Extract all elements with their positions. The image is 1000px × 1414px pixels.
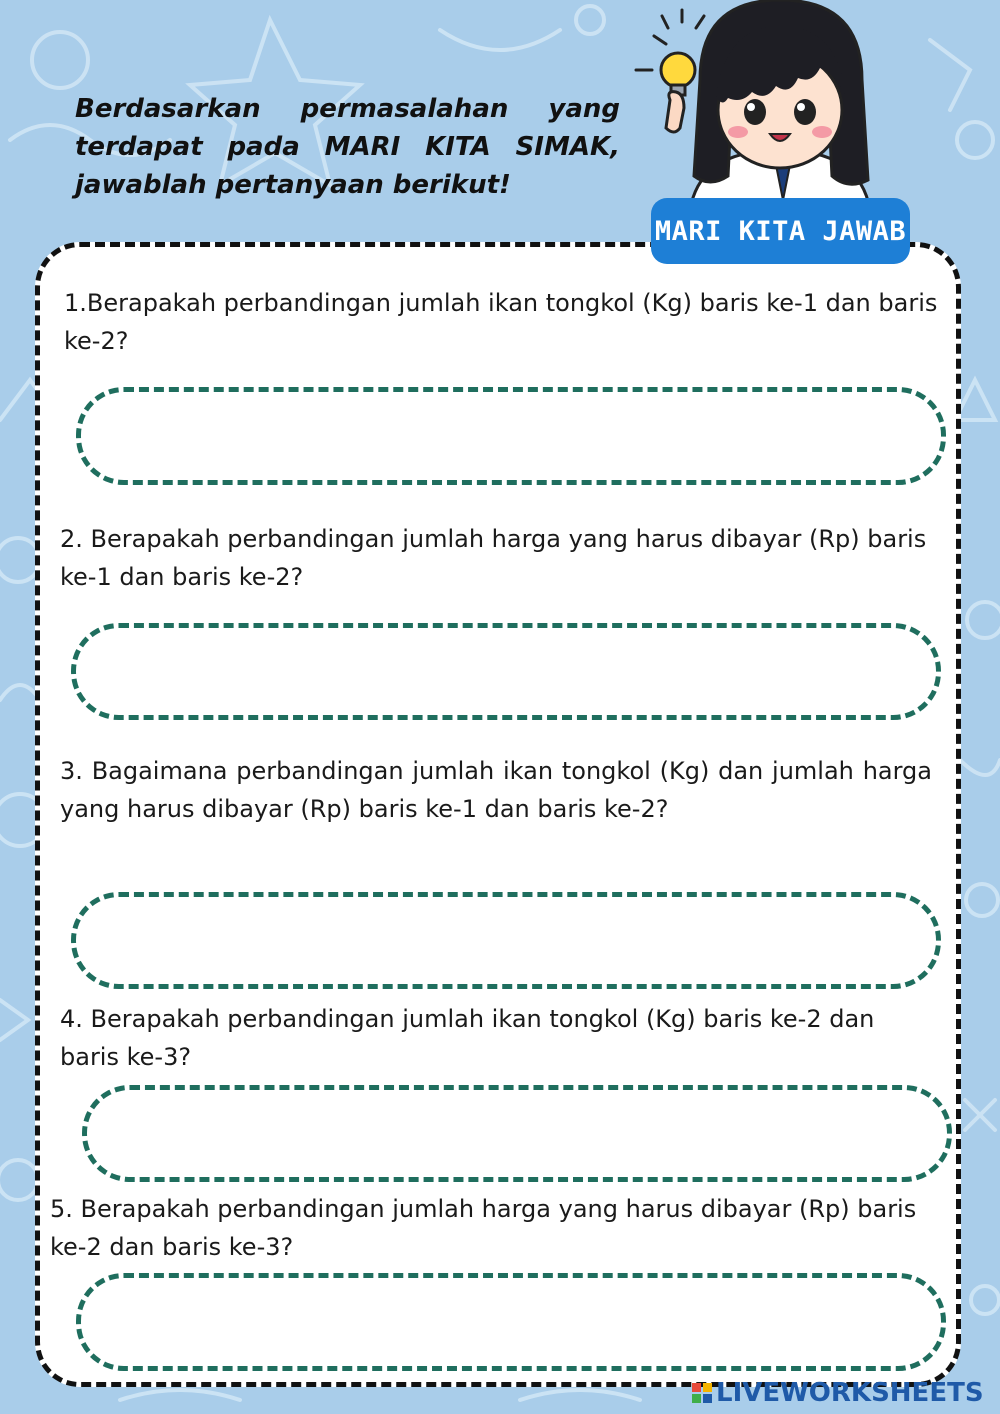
answer-box-3[interactable] [71,892,941,989]
liveworksheets-logo-icon [692,1383,712,1403]
answer-box-5[interactable] [76,1273,946,1371]
logo-text: LIVEWORKSHEETS [716,1378,984,1408]
question-3: 3. Bagaimana perbandingan jumlah ikan tongkol (Kg) dan jumlah harga yang harus dibayar (Rp) baris ke-1 dan baris ke-2? [60,757,932,823]
answer-box-2[interactable] [71,623,941,720]
answer-box-4[interactable] [82,1085,952,1182]
light-bulb-icon [636,10,704,95]
answer-box-1[interactable] [76,387,946,485]
schoolgirl-mascot [630,0,920,210]
intro-instruction: Berdasarkan permasalahan yang terdapat pada MARI KITA SIMAK, jawablah pertanyaan berikut! [75,94,620,200]
section-badge: MARI KITA JAWAB [651,198,910,264]
question-5: 5. Berapakah perbandingan jumlah harga yang harus dibayar (Rp) baris ke-2 dan baris ke-3? [50,1195,917,1261]
liveworksheets-logo [692,1378,984,1408]
question-4: 4. Berapakah perbandingan jumlah ikan tongkol (Kg) baris ke-2 dan baris ke-3? [60,1005,875,1071]
question-2: 2. Berapakah perbandingan jumlah harga yang harus dibayar (Rp) baris ke-1 dan baris ke-2? [60,525,927,591]
question-1: 1.Berapakah perbandingan jumlah ikan tongkol (Kg) baris ke-1 dan baris ke-2? [64,289,938,355]
